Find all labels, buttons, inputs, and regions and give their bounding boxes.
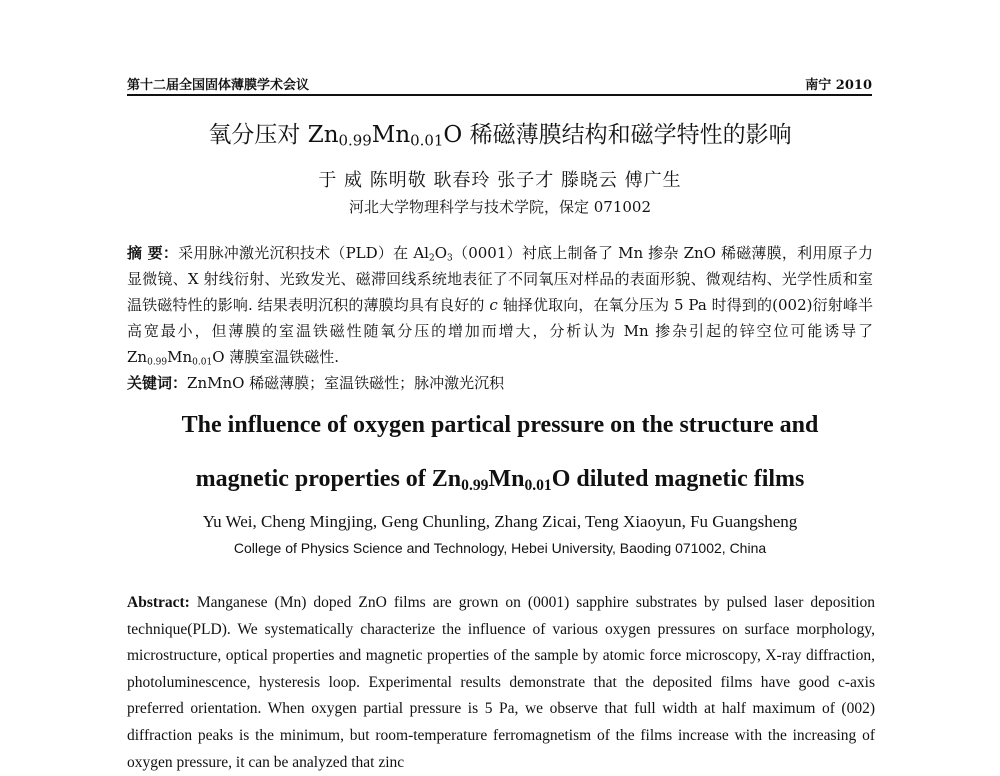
chinese-keywords: 关键词：ZnMnO 稀磁薄膜；室温铁磁性；脉冲激光沉积 xyxy=(127,374,505,392)
english-abstract: Abstract: Manganese (Mn) doped ZnO films are grown on (0001) sapphire substrates by pulsed laser deposition technique(PLD). We systematically characterize the influence of various oxygen pressures on surface morphology, microstructure, optical properties and magnetic properties of the sample by atomic force microscopy, X-ray diffraction, photoluminescence, hysteresis loop. Experimental results demonstrate that the deposited films have good c-axis preferred orientation. When oxygen partial pressure is 5 Pa, we observe that full width at half maximum of (002) diffraction peaks is the minimum, but room-temperature ferromagnetism of the films increase with the increasing of oxygen pressure, it can be analyzed that zinc xyxy=(127,594,875,771)
running-header xyxy=(127,72,872,96)
english-abstract-label: Abstract: xyxy=(127,594,190,611)
chinese-affiliation: 河北大学物理科学与技术学院，保定 071002 xyxy=(348,198,652,216)
chinese-abstract: 摘 要：采用脉冲激光沉积技术（PLD）在 $Al_2O_3(0001)$衬底上制备了 Mn 掺杂 ZnO 稀磁薄膜，利用原子力显微镜、X 射线衍射、光致发光、磁滞回线系统地表征了不同氧压对样品的表面形貌、微观结构、光学性质和室温铁磁特性的影响. 结果表明沉积的薄膜均具有良好的 c 轴择优取向，在氧分压为 5 Pa 时得到的(002)衍射峰半高宽最小，但薄膜的室温铁磁性随氧分压的增加而增大，分析认为 Mn 掺杂引起的锌空位可能诱导了 $Zn_{0.99}Mn_{0.01}O$ 薄膜室温铁磁性. xyxy=(127,244,873,368)
english-title-line-2: magnetic properties of $Zn_{0.99}Mn_{0.01}O$ diluted magnetic films xyxy=(195,466,805,494)
conference-location-year: 南宁 2010 xyxy=(805,78,872,93)
english-title-line-1: The influence of oxygen partical pressure on the structure and xyxy=(181,412,819,438)
chinese-abstract-label: 摘 要： xyxy=(127,244,179,262)
chinese-keywords-label: 关键词： xyxy=(127,374,188,392)
conference-name: 第十二届全国固体薄膜学术会议 xyxy=(127,78,310,93)
english-affiliation: College of Physics Science and Technology, Hebei University, Baoding 071002, China xyxy=(233,540,767,556)
chinese-title: 氧分压对 $Zn_{0.99}Mn_{0.01}O$ 稀磁薄膜结构和磁学特性的影响 xyxy=(208,122,792,150)
chinese-authors: 于 威 陈明敬 耿春玲 张子才 滕晓云 傅广生 xyxy=(318,170,682,191)
english-authors: Yu Wei, Cheng Mingjing, Geng Chunling, Zhang Zicai, Teng Xiaoyun, Fu Guangsheng xyxy=(202,512,798,531)
